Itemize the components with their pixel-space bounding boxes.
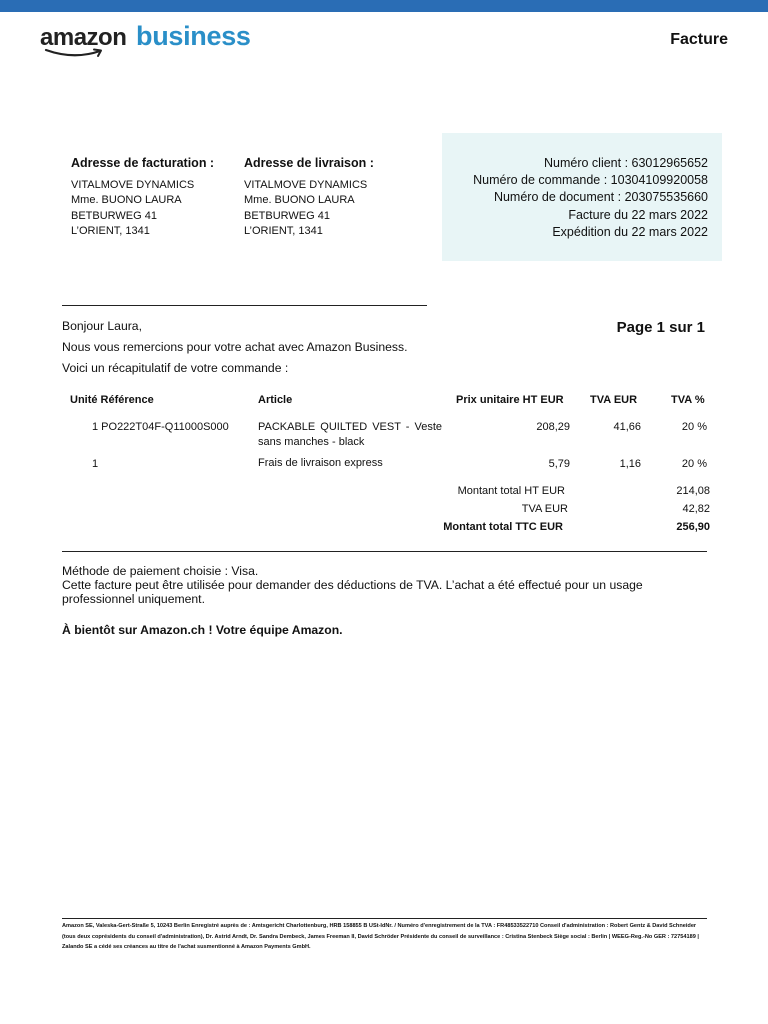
- page-indicator: Page 1 sur 1: [616, 319, 705, 336]
- billing-address: [71, 156, 214, 240]
- document-title: Facture: [670, 31, 728, 48]
- col-header-vat-eur: TVA EUR: [590, 394, 638, 406]
- billing-line: Mme. BUONO LAURA: [71, 194, 182, 206]
- order-info-box: [442, 133, 722, 261]
- row-unit-price: 5,79: [548, 458, 570, 470]
- invoice-date: Facture du 22 mars 2022: [568, 207, 708, 222]
- greeting-block: [62, 316, 407, 379]
- total-ht-value: 214,08: [676, 485, 710, 497]
- total-ttc-label: Montant total TTC EUR: [443, 521, 563, 533]
- row-vat-pct: 20 %: [681, 421, 707, 433]
- logo-word-business: business: [136, 21, 251, 51]
- billing-line: BETBURWEG 41: [71, 209, 157, 222]
- shipping-line: BETBURWEG 41: [244, 209, 330, 222]
- divider-top: [62, 305, 427, 306]
- row-vat-pct: 20 %: [681, 458, 707, 470]
- greeting-summary: Voici un récapitulatif de votre commande :: [62, 361, 289, 375]
- payment-info: [62, 564, 712, 606]
- document-number: Numéro de document : 203075535660: [493, 190, 708, 205]
- client-number: Numéro client : 63012965652: [543, 156, 708, 170]
- logo-word-amazon: amazon: [40, 24, 127, 51]
- row-article: Frais de livraison express: [258, 457, 383, 469]
- total-vat-value: 42,82: [682, 503, 710, 515]
- shipping-line: Mme. BUONO LAURA: [244, 194, 355, 206]
- row-unit-ref: 1: [92, 458, 99, 470]
- order-number: Numéro de commande : 10304109920058: [473, 173, 708, 188]
- total-ht-label: Montant total HT EUR: [457, 485, 565, 497]
- top-color-bar: [0, 0, 768, 12]
- smile-arrow-icon: [44, 48, 106, 58]
- greeting-hello: Bonjour Laura,: [62, 319, 142, 333]
- legal-footer: Amazon SE, Valeska-Gert-Straße 5, 10243 Berlin Enregistré auprès de : Amtsgericht Charlottenburg, HRB 158855 B USt-IdNr. / Numéro d'enregistrement de la TVA : FR48533522710 Conseil d'administration : Robert Gentz & David Schneider (tous deux coprésidents du conseil d'administration), Dr. Astrid Arndt, Dr. Sandra Dembeck, James Freeman II, David Schröder Présidente du conseil de surveillance : Cristina Stenbeck Siège social : Berlin | WEEG-Reg.-No GER : 72754189 | Zalando SE a cédé ses créances au titre de l'achat susmentionné à Amazon Payments GmbH.: [62, 923, 699, 951]
- billing-line: VITALMOVE DYNAMICS: [71, 178, 195, 191]
- billing-address-header: Adresse de facturation :: [71, 156, 215, 170]
- shipping-address: [244, 156, 374, 240]
- total-ttc-value: 256,90: [676, 521, 710, 533]
- col-header-vat-pct: TVA %: [671, 394, 705, 406]
- col-header-article: Article: [258, 394, 293, 406]
- shipping-line: L’ORIENT, 1341: [244, 225, 323, 237]
- col-header-unit-ref: Unité Référence: [70, 394, 154, 406]
- greeting-thanks: Nous vous remercions pour votre achat avec Amazon Business.: [62, 340, 408, 354]
- shipping-date: Expédition du 22 mars 2022: [552, 224, 708, 239]
- row-unit-price: 208,29: [536, 421, 570, 433]
- shipping-address-header: Adresse de livraison :: [244, 156, 374, 170]
- row-vat-eur: 1,16: [619, 458, 641, 470]
- total-vat-label: TVA EUR: [521, 503, 568, 515]
- divider-footer: [62, 918, 707, 919]
- col-header-unit-price: Prix unitaire HT EUR: [456, 394, 564, 406]
- row-article: PACKABLE QUILTED VEST - Veste sans manches - black: [258, 421, 442, 448]
- vat-deduction-note: Cette facture peut être utilisée pour demander des déductions de TVA. L’achat a été effectué pour un usage professionnel uniquement.: [62, 578, 643, 606]
- row-unit-ref: 1 PO222T04F-Q11000S000: [92, 421, 229, 433]
- row-vat-eur: 41,66: [613, 421, 641, 433]
- payment-method: Méthode de paiement choisie : Visa.: [62, 564, 259, 578]
- divider-middle: [62, 551, 707, 552]
- billing-line: L’ORIENT, 1341: [71, 225, 150, 237]
- closing-message: À bientôt sur Amazon.ch ! Votre équipe Amazon.: [62, 623, 343, 637]
- shipping-line: VITALMOVE DYNAMICS: [244, 178, 368, 191]
